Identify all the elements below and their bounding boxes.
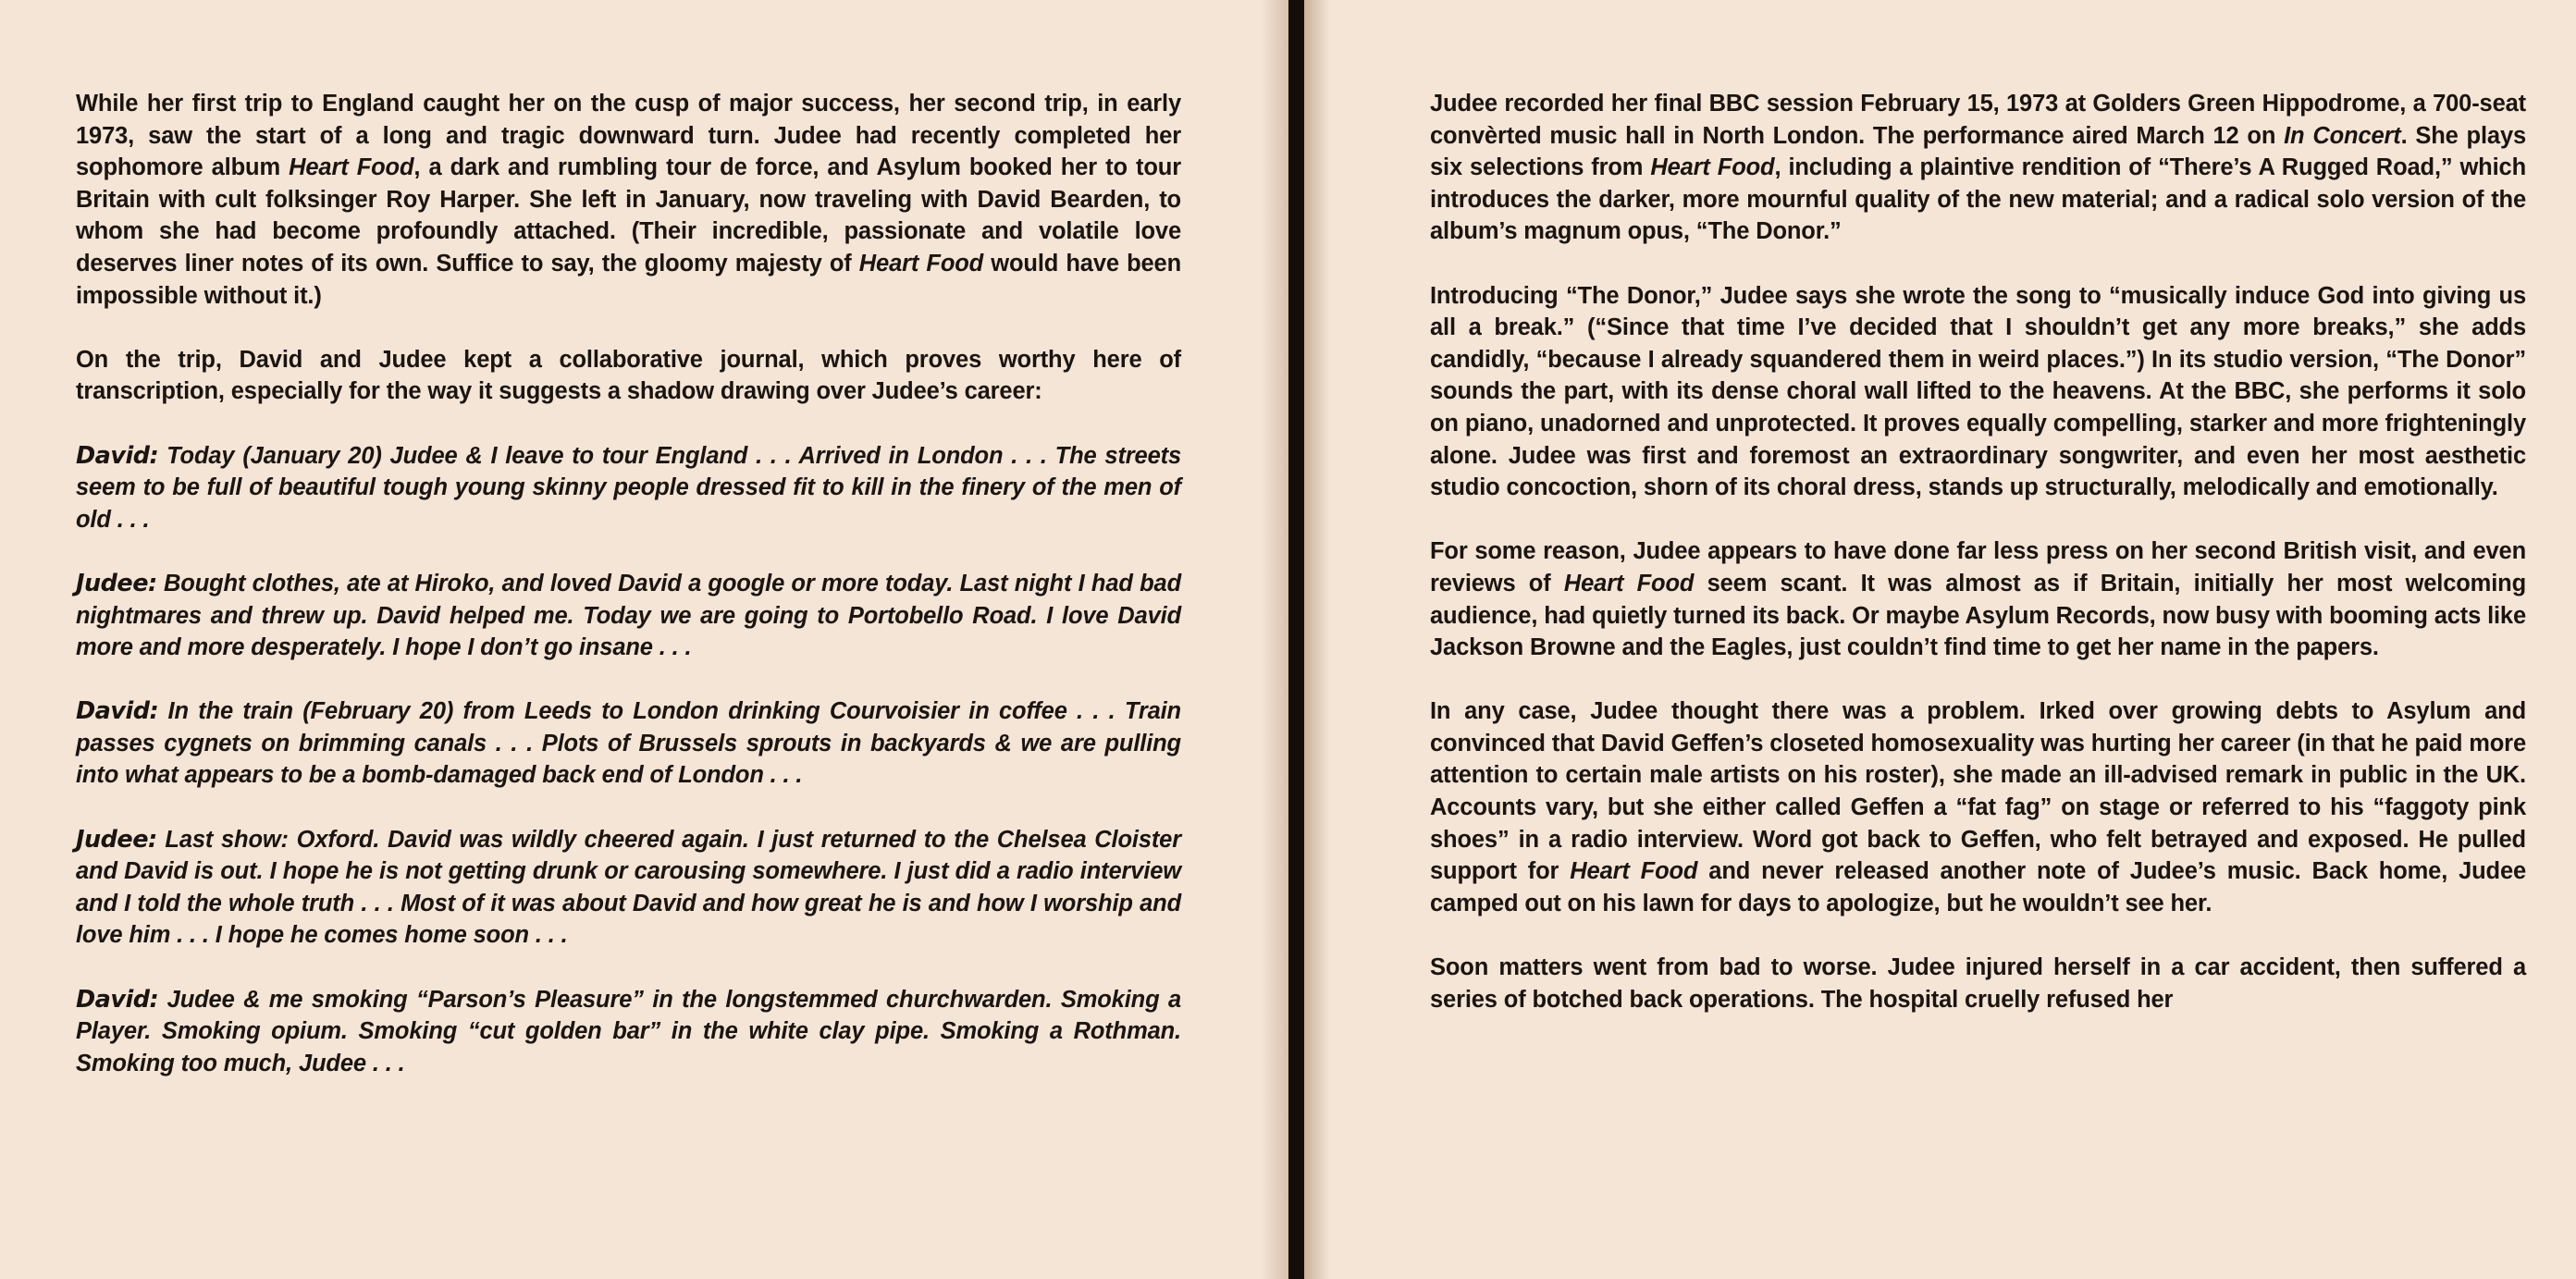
journal-entry — [76, 984, 1181, 1080]
paragraph-decline: Soon matters went from bad to worse. Judee injured herself in a car accident, then suffered a series of botched back operations. The hospital cruelly refused her — [1430, 954, 2526, 1013]
journal-speaker: David: — [76, 697, 159, 726]
journal-speaker: Judee: — [76, 825, 157, 854]
album-title: Heart Food — [858, 250, 984, 277]
journal-speaker: Judee: — [76, 569, 157, 597]
paragraph-geffen: In any case, Judee thought there was a problem. Irked over growing debts to Asylum and convinced that David Geffen’s closeted homosexuality was hurting her career (in that he paid more attention to certain male artists on his roster), she made an ill-advised remark in public in the UK. Accounts vary, but she either called Geffen a “fat fag” on stage or referred to his “faggoty pink shoes” in a radio interview. Word got back to Geffen, who felt betrayed and exposed. He pulled support for Heart Food and never released another note of Judee’s music. Back home, Judee camped out on his lawn for days to apologize, but he wouldn’t see her. — [1430, 698, 2527, 916]
journal-speaker: David: — [76, 441, 159, 470]
journal-entry — [76, 440, 1181, 536]
album-title: Heart Food — [1563, 570, 1695, 596]
album-title: Heart Food — [1650, 154, 1775, 181]
book-gutter — [1288, 0, 1304, 1279]
paragraph-bbc-session: Judee recorded her final BBC session February 15, 1973 at Golders Green Hippodrome, a 700-seat convèrted music hall in North London. The performance aired March 12 on In Concert. She plays six selections from Heart Food, including a plaintive rendition of “There’s A Rugged Road,” which introduces the darker, more mournful quality of the new material; and a radical solo version of the album’s magnum opus, “The Donor.” — [1430, 91, 2527, 245]
journal-text: In the train (February 20) from Leeds to London drinking Courvoisier in coffee . . . Train passes cygnets on brimming canals . . . Plots of Brussels sprouts in backyards & we are pulling into what appears to be a bomb-damaged back end of London . . . — [76, 698, 1181, 789]
right-page — [1304, 0, 2576, 1279]
album-title: Heart Food — [1570, 858, 1698, 885]
paragraph-journal-intro: On the trip, David and Judee kept a collaborative journal, which proves worthy here of transcription, especially for the way it suggests a shadow drawing over Judee’s career: — [76, 346, 1181, 405]
journal-text: Today (January 20) Judee & I leave to tour England . . . Arrived in London . . . The streets seem to be full of beautiful tough young skinny people dressed fit to kill in the finery of the men of old . . . — [76, 442, 1181, 533]
journal-entry — [76, 568, 1181, 664]
journal-entry — [76, 695, 1181, 792]
journal-text: Judee & me smoking “Parson’s Pleasure” in the longstemmed churchwarden. Smoking a Player. Smoking opium. Smoking “cut golden bar” in the white clay pipe. Smoking a Rothman. Smoking too much, Judee . . . — [76, 986, 1181, 1076]
left-page-text — [76, 88, 1181, 1112]
journal-speaker: David: — [76, 985, 159, 1014]
paragraph-the-donor: Introducing “The Donor,” Judee says she wrote the song to “musically induce God into giving us all a break.” (“Since that time I’ve decided that I shouldn’t get any more breaks,” she adds candidly, “because I already squandered them in weird places.”) In its studio version, “The Donor” sounds the part, with its dense choral wall lifted to the heavens. At the BBC, she performs it solo on piano, unadorned and unprotected. It proves equally compelling, starker and more frighteningly alone. Judee was first and foremost an extraordinary songwriter, and even her most aesthetic studio concoction, shorn of its choral dress, stands up structurally, melodically and emotionally. — [1430, 282, 2526, 501]
journal-text: Last show: Oxford. David was wildly cheered again. I just returned to the Chelsea Cloister and David is out. I hope he is not getting drunk or carousing somewhere. I just did a radio interview and I told the whole truth . . . Most of it was about David and how great he is and how I worship and love him . . . I hope he comes home soon . . . — [76, 826, 1181, 949]
paragraph-press: For some reason, Judee appears to have done far less press on her second British visit, and even reviews of Heart Food seem scant. It was almost as if Britain, initially her most welcoming audience, had quietly turned its back. Or maybe Asylum Records, now busy with booming acts like Jackson Browne and the Eagles, just couldn’t find time to get her name in the papers. — [1430, 538, 2526, 661]
journal-text: Bought clothes, ate at Hiroko, and loved David a google or more today. Last night I had bad nightmares and threw up. David helped me. Today we are going to Portobello Road. I love David more and more desperately. I hope I don’t go insane . . . — [76, 570, 1181, 661]
paragraph-second-trip: While her first trip to England caught her on the cusp of major success, her second trip, in early 1973, saw the start of a long and tragic downward turn. Judee had recently completed her sophomore album Heart Food, a dark and rumbling tour de force, and Asylum booked her to tour Britain with cult folksinger Roy Harper. She left in January, now traveling with David Bearden, to whom she had become profoundly attached. (Their incredible, passionate and volatile love deserves liner notes of its own. Suffice to say, the gloomy majesty of Heart Food would have been impossible without it.) — [76, 91, 1182, 309]
journal-entry — [76, 824, 1181, 952]
program-title: In Concert — [2284, 122, 2401, 149]
album-title: Heart Food — [289, 154, 414, 181]
right-page-text — [1430, 88, 2526, 1048]
